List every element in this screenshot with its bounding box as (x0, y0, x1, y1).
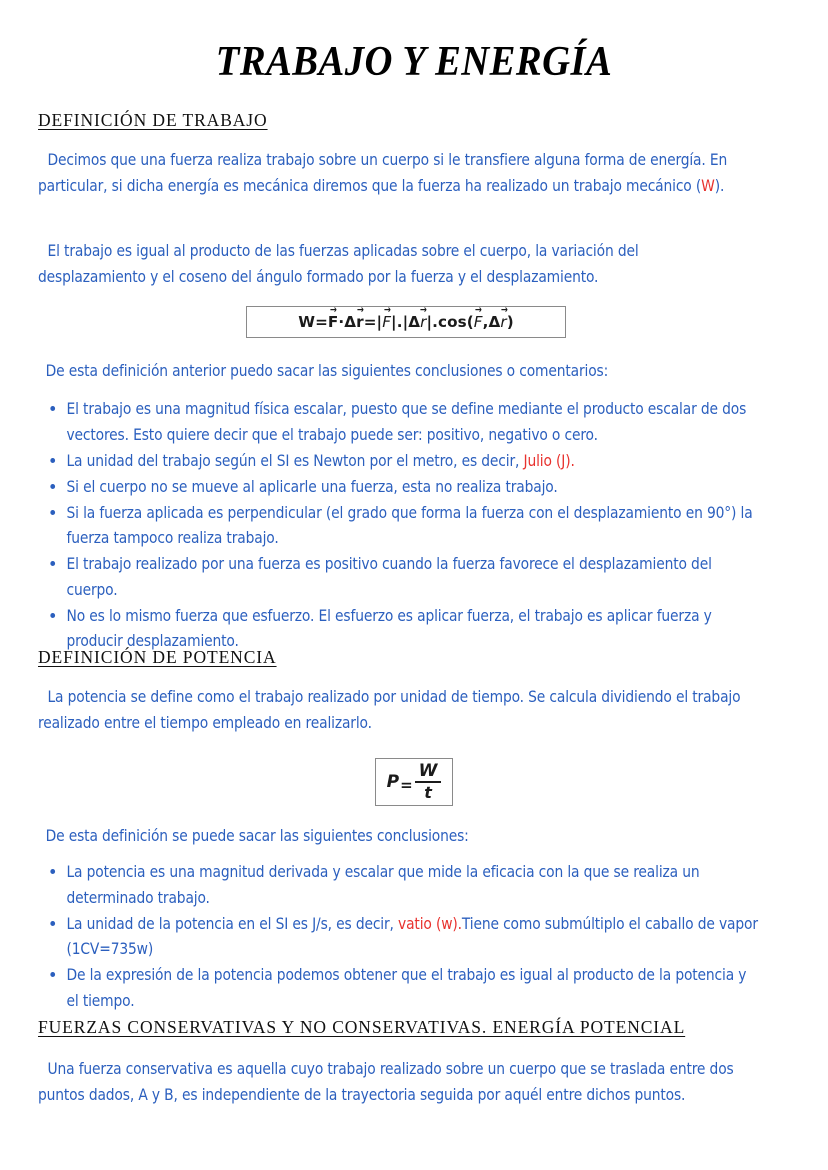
list-item-text: Si el cuerpo no se mueve al aplicarle una fuerza, esta no realiza trabajo. (66, 476, 558, 496)
formula-mul-2: . (432, 313, 438, 331)
formula-trabajo (246, 306, 566, 338)
formula-equals-1: = (315, 313, 328, 331)
formula-delta-2: Δ (408, 313, 421, 331)
formula-bar-open-1: | (376, 313, 383, 331)
list-item-text: Si la fuerza aplicada es perpendicular (el grado que forma la fuerza con el desplazamiento en 90°) la fuerza tampoco realiza trabajo. (66, 502, 753, 547)
highlight-w: W (701, 175, 715, 195)
heading-definicion-de-potencia: DEFINICIÓN DE POTENCIA (38, 647, 277, 667)
paragraph-definicion-trabajo (38, 147, 756, 198)
formula-fraction (415, 760, 442, 802)
list-conclusiones-potencia (38, 859, 762, 1014)
vector-r-1: r → (356, 313, 364, 331)
list-item-highlight: Julio (J). (523, 450, 575, 470)
vector-r-3: r → (500, 313, 506, 331)
heading-definicion-de-trabajo: DEFINICIÓN DE TRABAJO (38, 110, 268, 130)
paragraph-intro-conclusiones-trabajo: De esta definición anterior puedo sacar las siguientes conclusiones o comentarios: (45, 361, 609, 380)
paragraph-trabajo-producto: El trabajo es igual al producto de las fuerzas aplicadas sobre el cuerpo, la variación del desplazamiento y el coseno del ángulo formado por la fuerza y el desplazamiento. (38, 241, 639, 286)
formula-dot: · (338, 313, 345, 331)
heading-fuerzas-conservativas: FUERZAS CONSERVATIVAS Y NO CONSERVATIVAS. ENERGÍA POTENCIAL (38, 1017, 686, 1037)
list-item (38, 474, 762, 500)
formula-cos: cos( (437, 313, 474, 331)
vector-f-1: F → (328, 313, 338, 331)
list-conclusiones-trabajo (38, 396, 762, 654)
vector-f-2: F → (382, 313, 391, 331)
list-item-text: De la expresión de la potencia podemos obtener que el trabajo es igual al producto de la potencia y el tiempo. (66, 965, 747, 1010)
formula-numerator: W (418, 760, 438, 781)
list-item-text: La potencia es una magnitud derivada y escalar que mide la eficacia con la que se realiza un determinado trabajo. (66, 862, 700, 907)
formula-equals-2: = (363, 313, 377, 331)
formula-potencia-inner (386, 760, 442, 802)
list-item-text: El trabajo realizado por una fuerza es positivo cuando la fuerza favorece el desplazamiento del cuerpo. (66, 554, 712, 599)
list-item (38, 859, 762, 910)
formula-potencia (375, 758, 453, 806)
list-item (38, 396, 762, 447)
paragraph-intro-conclusiones-potencia: De esta definición se puede sacar las siguientes conclusiones: (45, 826, 469, 845)
paragraph-text-tail: ). (714, 175, 725, 195)
formula-equals: = (400, 775, 413, 794)
vector-r-2: r → (420, 313, 426, 331)
list-item (38, 603, 762, 654)
formula-close-paren: ) (506, 313, 514, 331)
formula-bar-open-2: | (402, 313, 409, 331)
formula-bar-close-2: | (426, 313, 433, 331)
formula-comma: , (482, 313, 489, 331)
paragraph-text: Decimos que una fuerza realiza trabajo sobre un cuerpo si le transfiere alguna forma de energía. En particular, si dicha energía es mecánica diremos que la fuerza ha realizado un trabajo mecánico ( (38, 150, 728, 195)
formula-delta-3: Δ (488, 313, 501, 331)
formula-bar-close-1: | (391, 313, 397, 331)
list-item (38, 911, 762, 962)
paragraph-definicion-potencia: La potencia se define como el trabajo realizado por unidad de tiempo. Se calcula dividiendo el trabajo realizado entre el tiempo empleado en realizarlo. (38, 687, 741, 732)
list-item (38, 448, 762, 474)
formula-mul-1: . (396, 313, 403, 331)
formula-denominator: t (424, 783, 432, 802)
formula-symbol-p: P (386, 771, 400, 792)
paragraph-fuerzas-conservativas: Una fuerza conservativa es aquella cuyo trabajo realizado sobre un cuerpo que se traslada entre dos puntos dados, A y B, es independiente de la trayectoria seguida por aquél entre dichos puntos. (38, 1059, 734, 1104)
page-title: TRABAJO Y ENERGÍA (215, 39, 613, 85)
list-item-text: La unidad de la potencia en el SI es J/s, es decir, (66, 913, 399, 933)
list-item-highlight: vatio (w). (398, 913, 462, 933)
list-item (38, 500, 762, 551)
formula-symbol-w: W (298, 313, 316, 331)
list-item (38, 962, 762, 1013)
list-item-text: La unidad del trabajo según el SI es Newton por el metro, es decir, (66, 450, 524, 470)
list-item-text: El trabajo es una magnitud física escalar, puesto que se define mediante el producto escalar de dos vectores. Esto quiere decir que el trabajo puede ser: positivo, negativo o cero. (66, 399, 747, 444)
list-item-text-tail: Tiene como submúltiplo el caballo de vapor (1CV=735w) (66, 913, 758, 958)
list-item (38, 551, 762, 602)
vector-f-3: F → (474, 313, 483, 331)
formula-delta-1: Δ (344, 313, 357, 331)
list-item-text: No es lo mismo fuerza que esfuerzo. El esfuerzo es aplicar fuerza, el trabajo es aplicar fuerza y producir desplazamiento. (66, 605, 712, 650)
